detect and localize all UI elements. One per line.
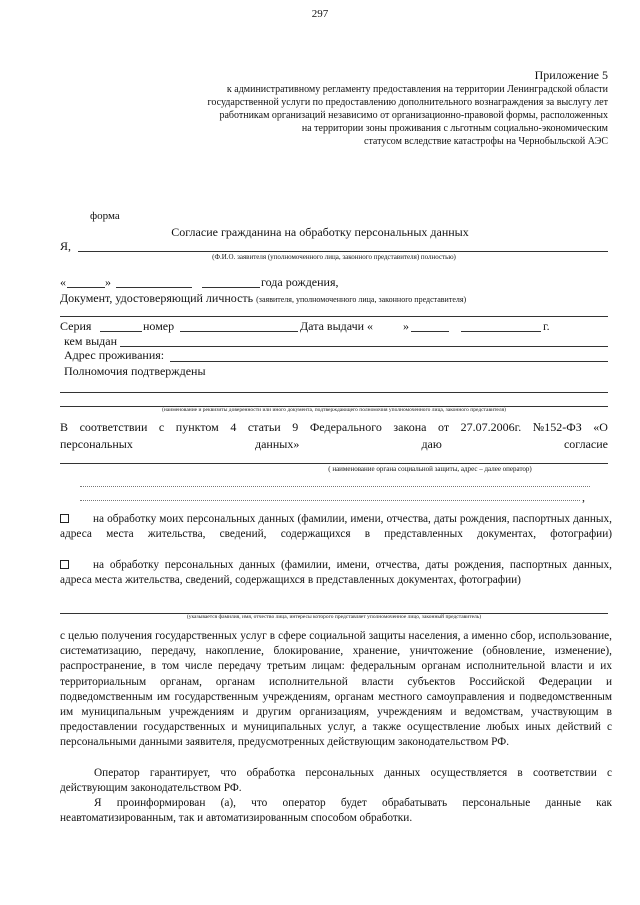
word: даю — [421, 437, 442, 451]
option-represented-text: на обработку персональных данных (фамилии, имени, отчества, даты рождения, паспортных данных, адреса места жительства, сведений, содержащихся в представленных документах, фотографии) — [60, 559, 612, 587]
number-field[interactable] — [180, 331, 298, 332]
issued-by-field[interactable] — [120, 346, 608, 347]
word: пунктом — [175, 420, 219, 434]
consent-title: Согласие гражданина на обработку персональных данных — [171, 225, 469, 239]
guarantee-paragraph: Оператор гарантирует, что обработка персональных данных осуществляется в соответствии с действующим законодательством РФ. — [60, 767, 612, 795]
law-row-2 — [60, 437, 608, 452]
option-self — [60, 512, 612, 542]
address-label: Адрес проживания: — [64, 348, 165, 362]
issue-date-quote-close: » — [403, 319, 409, 333]
page-number: 297 — [311, 8, 329, 20]
word: закона — [393, 420, 427, 434]
birth-month-field[interactable] — [116, 287, 192, 288]
word: с — [158, 420, 165, 434]
word: «О — [593, 420, 608, 434]
option-self-text: на обработку моих персональных данных (фамилии, имени, отчества, даты рождения, паспортных данных, адреса места жительства, сведений, содержащихся в представленных документах, фотографии) — [60, 513, 612, 541]
issue-date-label: Дата выдачи « — [300, 319, 374, 333]
operator-field-3[interactable] — [80, 500, 580, 501]
appendix-line: работникам организаций независимо от организационно-правовой формы, расположенных — [219, 110, 608, 121]
id-document-label — [60, 291, 466, 306]
birth-year-label: года рождения, — [261, 275, 339, 289]
operator-caption: ( наименование органа социальной защиты, адрес – далее оператор) — [328, 465, 532, 473]
word: статьи — [247, 420, 281, 434]
id-document-note: (заявителя, уполномоченного лица, законного представителя) — [256, 295, 467, 304]
operator-field-2[interactable] — [80, 486, 590, 487]
operator-field[interactable] — [60, 463, 608, 464]
birth-quote-open: « — [60, 275, 66, 289]
issue-month-field[interactable] — [411, 331, 449, 332]
birth-year-field[interactable] — [202, 287, 260, 288]
appendix-line: государственной услуги по предоставлению дополнительного вознаграждения за выслугу лет — [207, 97, 608, 108]
word: В — [60, 420, 69, 434]
issued-by-label: кем выдан — [64, 334, 118, 348]
word: 27.07.2006г. — [460, 420, 522, 434]
word: Федерального — [309, 420, 382, 434]
i-label: Я, — [60, 239, 72, 253]
appendix-line: к административному регламенту предоставления на территории Ленинградской области — [226, 84, 608, 95]
word: согласие — [563, 437, 608, 451]
id-document-text: Документ, удостоверяющий личность — [60, 291, 254, 305]
address-field[interactable] — [170, 361, 608, 362]
represented-caption: (указывается фамилия, имя, отчество лица, интересы которого представляет уполномоченное лицо, законный представитель) — [186, 614, 482, 620]
id-document-field[interactable] — [60, 316, 608, 317]
appendix-line: статусом вследствие катастрофы на Чернобыльской АЭС — [364, 136, 608, 147]
word: №152-ФЗ — [532, 420, 582, 434]
word: данных» — [254, 437, 300, 451]
appendix-title: Приложение 5 — [534, 68, 608, 82]
authority-field-1[interactable] — [60, 392, 608, 393]
issue-year-field[interactable] — [461, 331, 541, 332]
word: персональных — [60, 437, 133, 451]
option-represented-checkbox[interactable] — [60, 560, 69, 569]
comma: , — [582, 490, 585, 504]
word: от — [438, 420, 450, 434]
birth-day-field[interactable] — [67, 287, 105, 288]
authority-label: Полномочия подтверждены — [64, 364, 206, 378]
series-label: Серия — [60, 319, 92, 333]
number-label: номер — [143, 319, 175, 333]
informed-paragraph: Я проинформирован (а), что оператор будет обрабатывать персональные данные как неавтоматизированным, так и автоматизированным способом обработки. — [60, 797, 612, 825]
series-field[interactable] — [100, 331, 142, 332]
year-suffix: г. — [543, 319, 550, 333]
birth-quote-close: » — [105, 275, 111, 289]
word: 4 — [230, 420, 237, 434]
fio-field[interactable] — [78, 251, 608, 252]
option-self-checkbox[interactable] — [60, 514, 69, 523]
appendix-description — [148, 83, 608, 148]
appendix-line: на территории зоны проживания с льготным социально-экономическим — [301, 123, 608, 134]
word: 9 — [292, 420, 299, 434]
authority-caption: (наименование и реквизиты доверенности или иного документа, подтверждающего полномочия уполномоченного лица, законного представителя) — [162, 407, 506, 413]
law-row-1 — [60, 420, 608, 435]
form-label: форма — [90, 210, 120, 222]
purpose-paragraph: с целью получения государственных услуг в сфере социальной защиты населения, а именно сбор, использование, систематизацию, передачу, накопление, блокирование, хранение, уничтожение (обновление, изменение), распространение, в том числе передачу третьим лицам: федеральным органам исполнительной власти и их территориальным органам, органам исполнительной власти субъектов Российской Федерации и подведомственным им государственным учреждениям, органам местного самоуправления и подведомственным им муниципальным учреждениям и другим организациям, учреждениям и ведомствам, участвующим в предоставлении государственных и муниципальных услуг, а также осуществление любых иных действий с персональными данными заявителя, предусмотренных действующим законодательством РФ. — [60, 630, 612, 749]
option-represented — [60, 558, 612, 588]
word: соответствии — [79, 420, 148, 434]
fio-caption: (Ф.И.О. заявителя (уполномоченного лица, законного представителя) полностью) — [212, 253, 456, 261]
